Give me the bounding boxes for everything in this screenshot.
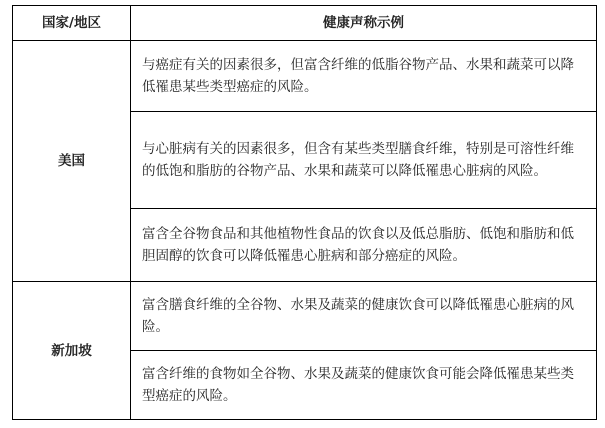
health-claims-table [12, 5, 597, 420]
table-row [13, 282, 597, 351]
claim-cell: 富含膳食纤维的全谷物、水果及蔬菜的健康饮食可以降低罹患心脏病的风险。 [131, 282, 597, 351]
header-row [13, 6, 597, 41]
claim-cell: 富含纤维的食物如全谷物、水果及蔬菜的健康饮食可能会降低罹患某些类型癌症的风险。 [131, 351, 597, 420]
column-header-claim: 健康声称示例 [131, 6, 597, 41]
table-row [13, 41, 597, 112]
country-cell-singapore: 新加坡 [13, 282, 131, 420]
column-header-country: 国家/地区 [13, 6, 131, 41]
claim-cell: 富含全谷物食品和其他植物性食品的饮食以及低总脂肪、低饱和脂肪和低胆固醇的饮食可以降低罹患心脏病和部分癌症的风险。 [131, 209, 597, 282]
claim-cell: 与心脏病有关的因素很多，但含有某些类型膳食纤维，特别是可溶性纤维的低饱和脂肪的谷物产品、水果和蔬菜可以降低罹患心脏病的风险。 [131, 112, 597, 209]
claim-cell: 与癌症有关的因素很多，但富含纤维的低脂谷物产品、水果和蔬菜可以降低罹患某些类型癌症的风险。 [131, 41, 597, 112]
country-cell-usa: 美国 [13, 41, 131, 282]
